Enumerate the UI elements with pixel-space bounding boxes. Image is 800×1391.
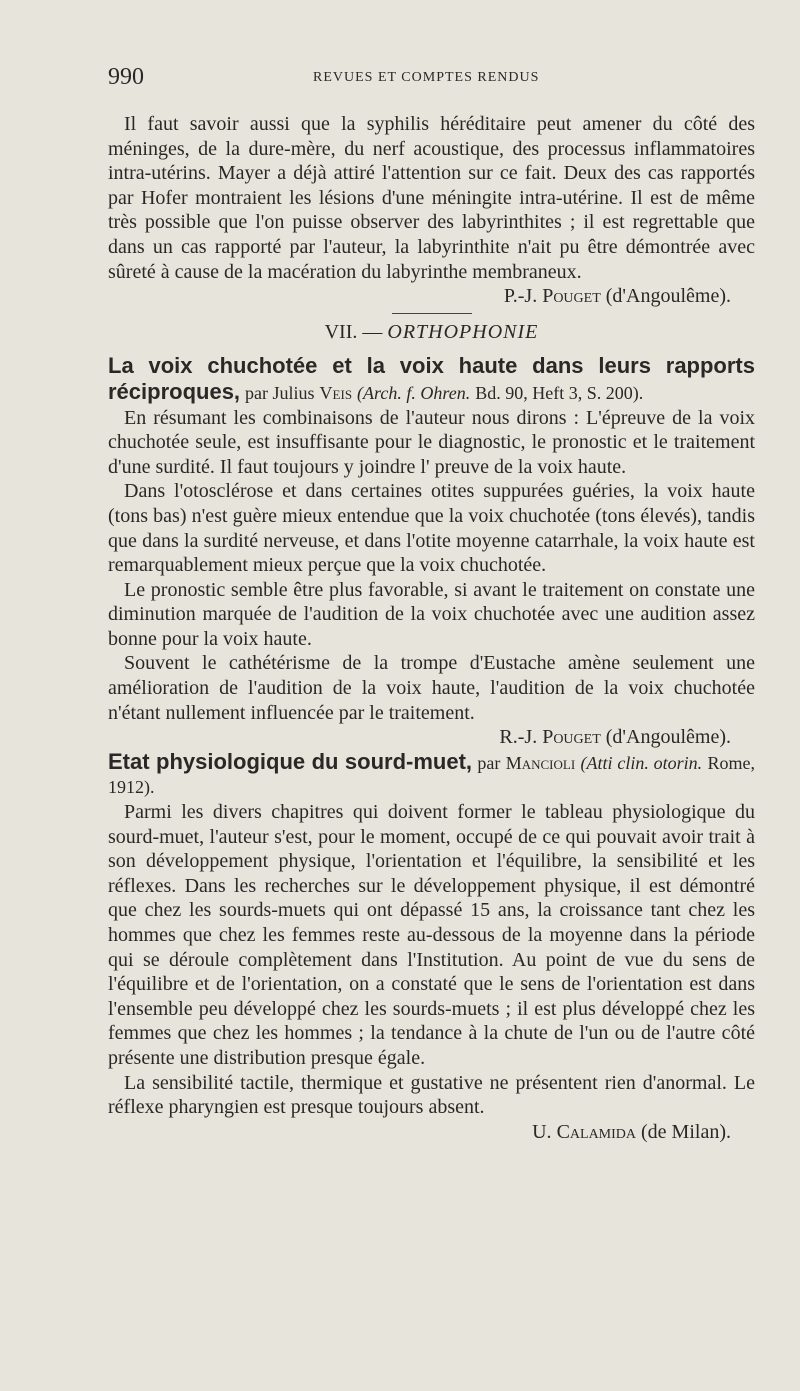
article-author: Mancioli [505,752,576,773]
article-author: Veis [319,382,353,403]
article-title: Etat physiologique du sourd-muet, [108,748,473,774]
section-heading: VII. — ORTHOPHONIE [324,320,539,343]
paragraph: Il faut savoir aussi que la syphilis héréditaire peut amener du côté des méninges, de la dure-mère, du nerf acoustique, des processus inflammatoires intra-utérins. Mayer a déjà attiré l'attention sur ce fait. Deux des cas rapportés par Hofer montraient les lésions d'une méningite intra-utérine. Il est de même très possible que l'on puisse observer des labyrinthites ; il est regrettable que dans un cas rapporté par l'auteur, la labyrinthite n'ait pu être démontrée avec sûreté à cause de la macération du labyrinthe membraneux. [108,113,755,283]
article-heading: Etat physiologique du sourd-muet, par Mancioli (Atti clin. otorin. Rome, 1912). [108,748,756,798]
body-text [108,112,755,1144]
paragraph: Parmi les divers chapitres qui doivent former le tableau physiologique du sourd-muet, l'auteur s'est, pour le moment, occupé de ce qui pouvait avoir trait à son développement physique, l'orientation et l'équilibre, la sensibilité et les réflexes. Dans les recherches sur le développement physique, il est démontré que chez les sourds-muets qui ont dépassé 15 ans, la croissance tant chez les hommes que chez les femmes reste au-dessous de la moyenne dans la période qui se déroule complètement dans l'Institution. Au point de vue du sens de l'équilibre et de l'orientation, on a constaté que le sens de l'orientation est dans l'ensemble peu développé chez les sourds-muets ; il est plus développé chez les femmes que chez les hommes ; la tendance à la chute de l'un ou de l'autre côté présente une distribution presque égale. [108,801,755,1069]
paragraph: Dans l'otosclérose et dans certaines otites suppurées guéries, la voix haute (tons bas) n'est guère mieux entendue que la voix chuchotée (tons élevés), tandis que dans la surdité nerveuse, et dans l'otite moyenne catarrhale, la voix haute est remarquablement mieux perçue que la voix chuchotée. [108,480,755,577]
page-number: 990 [108,64,144,90]
article-title: La voix chuchotée et la voix haute dans leurs rapports réciproques, [108,353,755,404]
separator-rule [392,313,472,314]
signature: P.-J. Pouget (d'Angoulême). [503,285,731,308]
paragraph: En résumant les combinaisons de l'auteur nous dirons : L'épreuve de la voix chuchotée seule, est insuffisante pour le diagnostic, le pronostic et le traitement d'une surdité. Il faut toujours y joindre l' preuve de la voix haute. [108,406,755,478]
paragraph: La sensibilité tactile, thermique et gustative ne présentent rien d'anormal. Le réflexe pharyngien est presque toujours absent. [108,1071,755,1119]
article-heading: La voix chuchotée et la voix haute dans leurs rapports réciproques, par Julius Veis (Arch. f. Ohren. Bd. 90, Heft 3, S. 200). [108,353,755,404]
signature: R.-J. Pouget (d'Angoulême). [499,726,731,749]
paragraph: Souvent le cathétérisme de la trompe d'Eustache amène seulement une amélioration de l'audition de la voix haute, l'audition de la voix chuchotée n'étant nullement influencée par le traitement. [108,652,755,724]
running-title: REVUES ET COMPTES RENDUS [313,70,540,85]
page-header [108,64,683,94]
signature: U. Calamida (de Milan). [532,1120,731,1143]
paragraph: Le pronostic semble être plus favorable, si avant le traitement on constate une diminution marquée de l'audition de la voix chuchotée avec une audition assez bonne pour la voix haute. [108,578,755,650]
